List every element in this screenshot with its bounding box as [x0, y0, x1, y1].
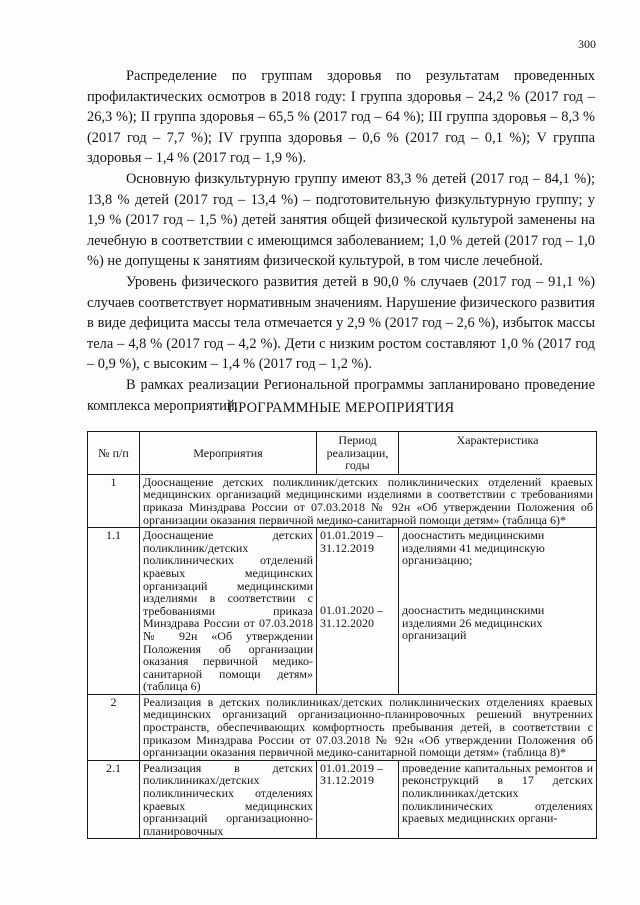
description-2019: дооснастить медицинскими изделиями 41 медицинскую организацию; [402, 528, 545, 568]
programs-table [87, 431, 597, 839]
row-activity-merged: Дооснащение детских поликлиник/детских поликлинических отделений краевых медицинских организаций медицинскими изделиями в соответствии с требованиями приказа Минздрава России от 07.03.2018 № 92н «Об утверждении Положения об организации оказания первичной медико-санитарной помощи детям» (таблица 6)* [140, 474, 597, 527]
page-number: 300 [578, 37, 596, 51]
row-description [399, 528, 597, 695]
paragraph-health-groups: Распределение по группам здоровья по результатам проведенных профилактических осмотров в 2018 году: I группа здоровья – 24,2 % (2017 год – 26,3 %); II группа здоровья – 65,5 % (2017 год – 64 %); III группа здоровья – 8,3 % (2017 год – 7,7 %); IV группа здоровья – 0,6 % (2017 год – 0,1 %); V группа здоровья – 1,4 % (2017 год – 1,9 %). [87, 68, 595, 167]
header-activity: Мероприятия [140, 432, 317, 475]
description-2020: дооснастить медицинскими изделиями 26 медицинских организаций [402, 602, 545, 643]
header-num: № п/п [88, 432, 140, 475]
header-period: Период реализации, годы [317, 432, 399, 475]
table-row [88, 528, 597, 695]
row-activity: Реализация в детских поликлиниках/детских поликлинических отделениях краевых медицинских организаций организационно-планировочных [140, 760, 317, 839]
period-2020: 01.01.2020 – 31.12.2020 [320, 603, 383, 630]
row-period [317, 528, 399, 695]
row-num: 1 [88, 474, 140, 527]
paragraph-physical-culture: Основную физкультурную группу имеют 83,3 % детей (2017 год – 84,1 %); 13,8 % детей (2017 год – 13,4 %) – подготовительную физкультурную группу; у 1,9 % (2017 год – 1,5 %) детей занятия общей физической культурой заменены на лечебную в соответствии с имеющимся заболеванием; 1,0 % детей (2017 год – 1,0 %) не допущены к занятиям физической культурой, в том числе лечебной. [87, 170, 595, 270]
table-row [88, 760, 597, 839]
row-description: проведение капитальных ремонтов и реконструкций в 17 детских поликлиниках/детских поликлинических отделениях краевых медицинских органи- [399, 760, 597, 839]
row-num: 2 [88, 694, 140, 760]
row-num: 1.1 [88, 528, 140, 695]
period-2019: 01.01.2019 – 31.12.2019 [320, 528, 383, 555]
row-period: 01.01.2019 – 31.12.2019 [317, 760, 399, 839]
paragraph-physical-development: Уровень физического развития детей в 90,0 % случаев (2017 год – 91,1 %) случаев соответствует нормативным значениям. Нарушение физического развития в виде дефицита массы тела отмечается у 2,9 % (2017 год – 2,6 %), избыток массы тела – 4,8 % (2017 год – 4,2 %). Дети с низким ростом составляют 1,0 % (2017 год – 0,9 %), с высоким – 1,4 % (2017 год – 1,2 %). [87, 273, 595, 373]
row-activity-merged: Реализация в детских поликлиниках/детских поликлинических отделениях краевых медицинских организаций организационно-планировочных решений внутренних пространств, обеспечивающих комфортность пребывания детей, в соответствии с приказом Минздрава России от 07.03.2018 № 92н «Об утверждении Положения об организации оказания первичной медико-санитарной помощи детям» (таблица 8)* [140, 694, 597, 760]
table-row [88, 694, 597, 760]
header-description: Характеристика [399, 432, 597, 475]
row-num: 2.1 [88, 760, 140, 839]
table-header-row [88, 432, 597, 475]
row-activity: Дооснащение детских поликлиник/детских поликлинических отделений краевых медицинских организаций медицинскими изделиями в соответствии с требованиями приказа Минздрава России от 07.03.2018 № 92н «Об утверждении Положения об организации оказания первичной медико-санитарной помощи детям» (таблица 6) [140, 528, 317, 695]
section-title: ПРОГРАММНЫЕ МЕРОПРИЯТИЯ [227, 400, 455, 416]
body-text [87, 66, 595, 416]
table-row [88, 474, 597, 527]
paragraph-regional-program: В рамках реализации Региональной программы запланировано проведение комплекса мероприятий. [87, 376, 595, 414]
